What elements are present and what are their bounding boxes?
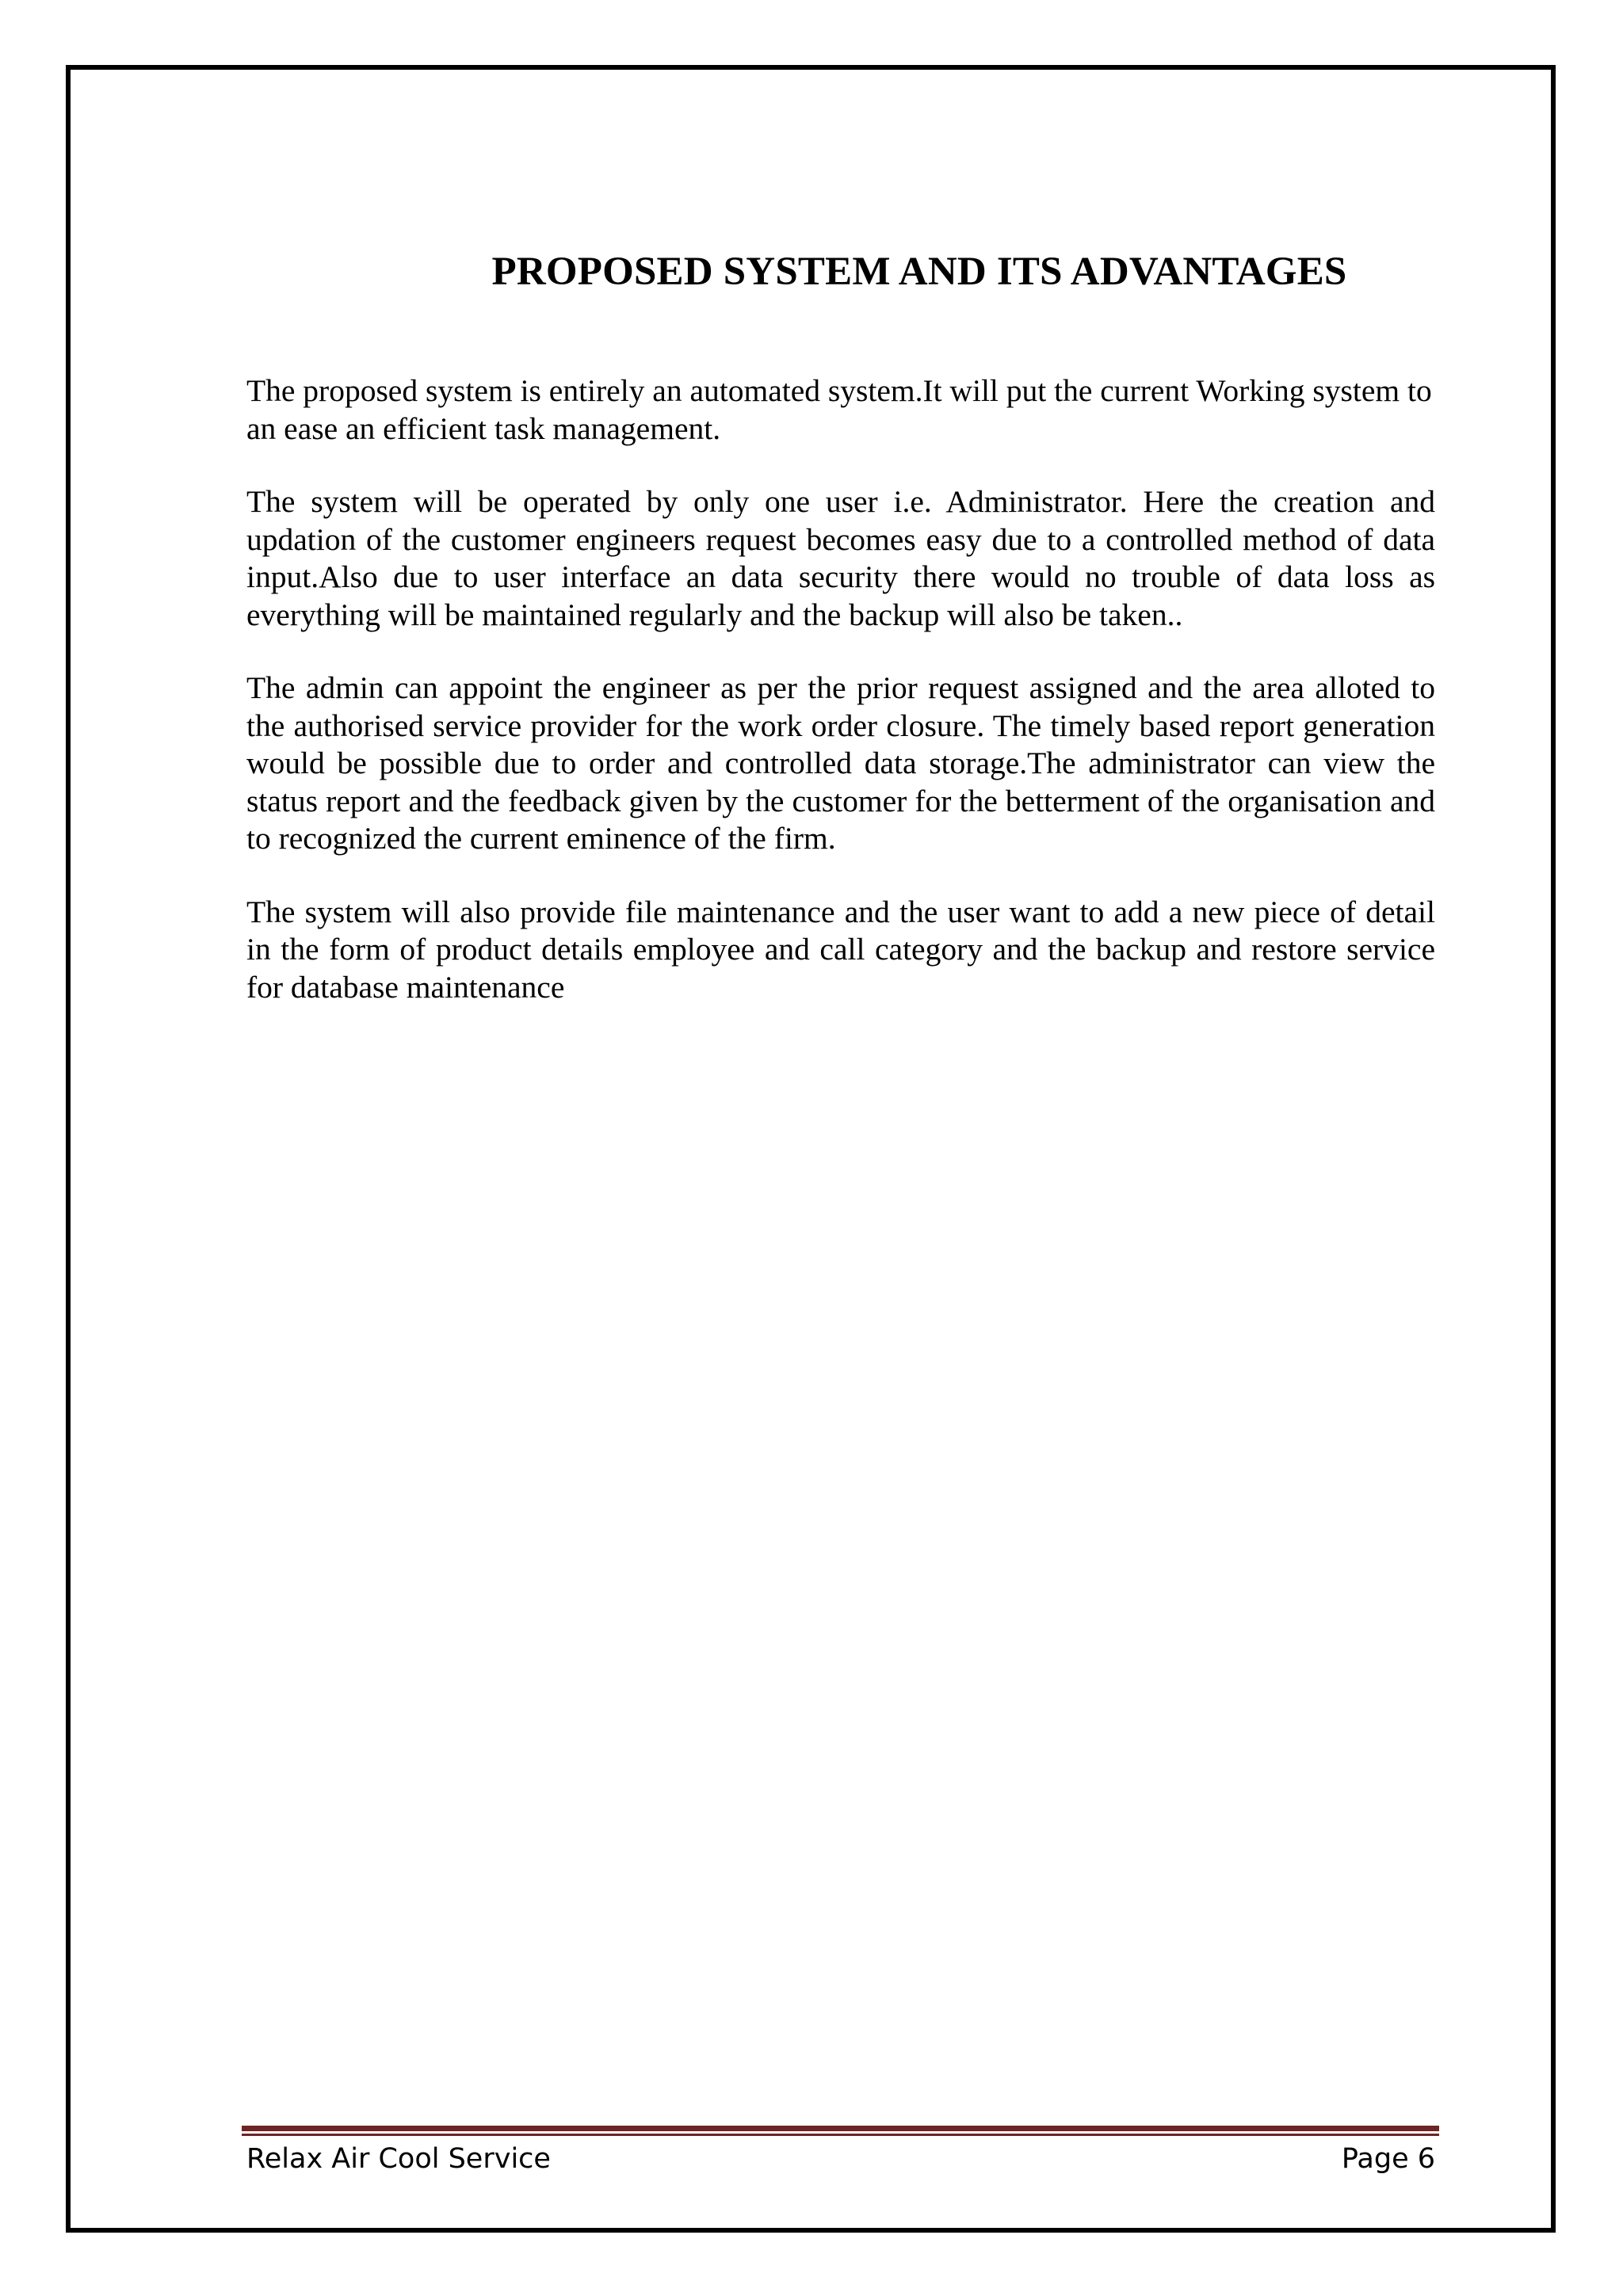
document-body <box>246 372 1435 1042</box>
footer-divider-thin <box>242 2134 1439 2136</box>
footer-project-name: Relax Air Cool Service <box>246 2143 551 2175</box>
footer-page-number: Page 6 <box>1341 2143 1435 2175</box>
page-title: PROPOSED SYSTEM AND ITS ADVANTAGES <box>491 250 1347 294</box>
paragraph-3: The admin can appoint the engineer as per the prior request assigned and the area alloted to the authorised service provider for the work order closure. The timely based report generation would be possible due to order and controlled data storage.The administrator can view the status report and the feedback given by the customer for the betterment of the organisation and to recognized the current eminence of the firm. <box>246 670 1435 856</box>
footer-divider <box>242 2126 1439 2136</box>
footer-divider-thick <box>242 2126 1439 2131</box>
paragraph-2: The system will be operated by only one user i.e. Administrator. Here the creation and updation of the customer engineers request becomes easy due to a controlled method of data input.Also due to user interface an data security there would no trouble of data loss as everything will be maintained regularly and the backup will also be taken.. <box>246 484 1435 632</box>
paragraph-4: The system will also provide file maintenance and the user want to add a new piece of detail in the form of product details employee and call category and the backup and restore service for database maintenance <box>246 894 1435 1005</box>
paragraph-1: The proposed system is entirely an automated system.It will put the current Working system to an ease an efficient task management. <box>246 373 1432 446</box>
